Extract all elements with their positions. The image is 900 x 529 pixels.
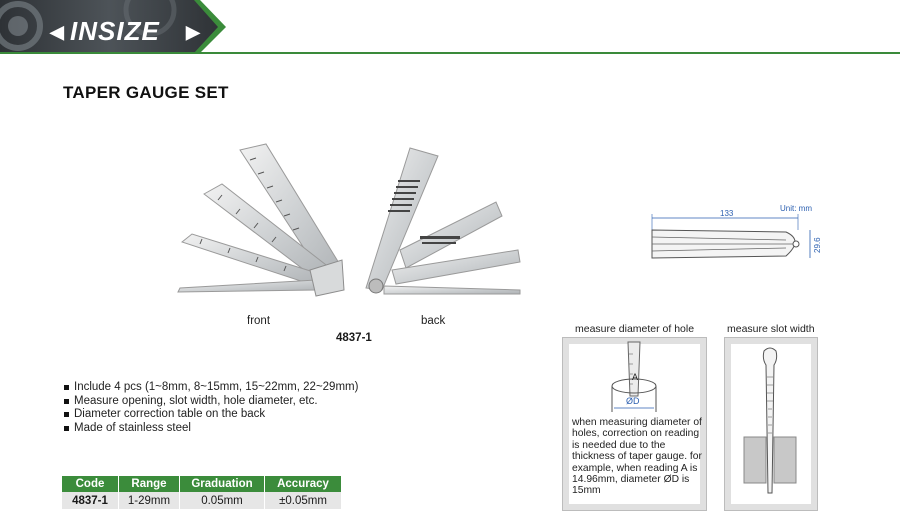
hole-diagram (600, 340, 660, 416)
table-cell: 0.05mm (180, 492, 265, 509)
label-a: A (632, 372, 639, 382)
brand-logo: INSIZE (70, 16, 160, 46)
dimension-drawing (646, 200, 826, 270)
feature-list (64, 381, 358, 435)
column-header: Accuracy (265, 476, 342, 492)
length-dimension: 133 (720, 209, 734, 218)
product-photo (170, 140, 530, 305)
spec-table (62, 476, 342, 509)
list-item: Diameter correction table on the back (64, 408, 358, 422)
front-gauge-fan (178, 144, 344, 296)
table-cell: 4837-1 (62, 492, 119, 509)
logo-right-arrow-icon: ▶ (186, 22, 200, 42)
slot-diagram (730, 343, 810, 503)
table-cell: 1-29mm (119, 492, 180, 509)
list-item: Include 4 pcs (1~8mm, 8~15mm, 15~22mm, 22~29mm) (64, 381, 358, 395)
front-caption: front (247, 315, 271, 327)
table-header-row (62, 476, 342, 492)
column-header: Graduation (180, 476, 265, 492)
logo-left-arrow-icon: ◀ (50, 22, 64, 42)
model-number: 4837-1 (336, 332, 372, 344)
column-header: Code (62, 476, 119, 492)
page-title: TAPER GAUGE SET (63, 83, 229, 102)
slot-panel-title: measure slot width (727, 323, 815, 335)
width-dimension: 29.6 (813, 237, 822, 253)
header-rule (0, 52, 900, 54)
list-item: Measure opening, slot width, hole diameter, etc. (64, 395, 358, 409)
hole-panel-title: measure diameter of hole (575, 323, 695, 335)
column-header: Range (119, 476, 180, 492)
table-cell: ±0.05mm (265, 492, 342, 509)
table-row (62, 492, 342, 509)
header-banner (0, 0, 900, 56)
hole-measure-note: when measuring diameter of holes, correction on reading is needed due to the thickness of taper gauge. for example, when reading A is 14.96mm, diameter ØD is 15mm (572, 417, 702, 497)
back-gauge-fan (366, 148, 520, 294)
label-diameter: ØD (626, 396, 640, 406)
list-item: Made of stainless steel (64, 422, 358, 436)
unit-label: Unit: mm (780, 204, 812, 213)
back-caption: back (421, 315, 446, 327)
